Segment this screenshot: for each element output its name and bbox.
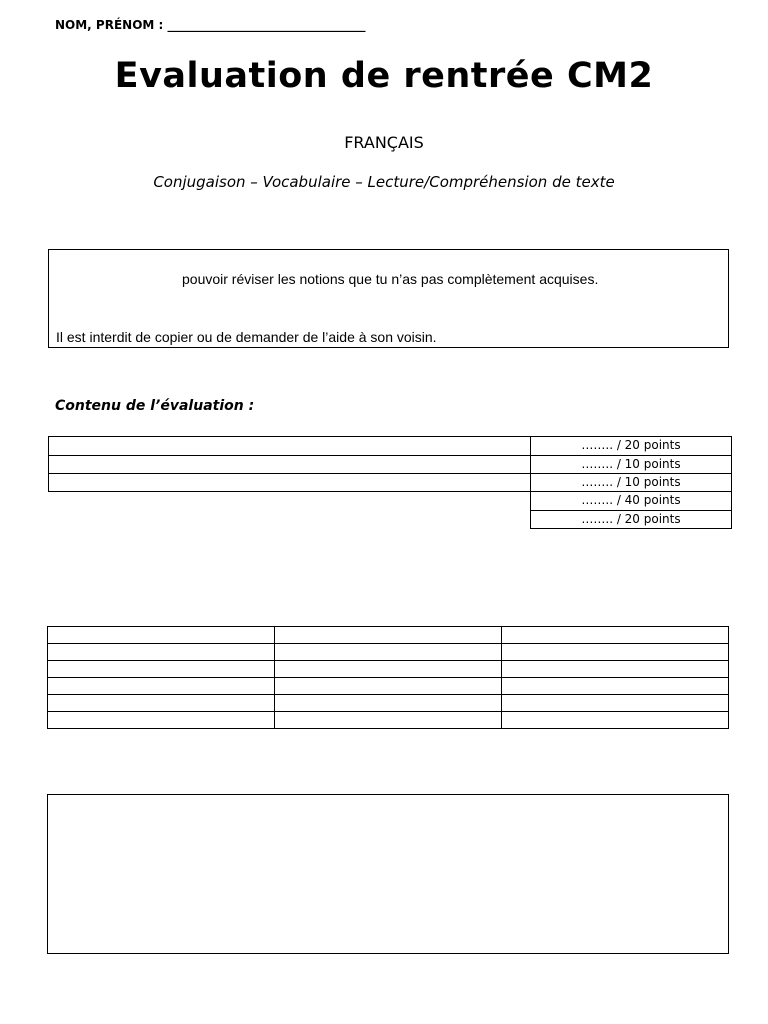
- name-blank: _________________________________: [167, 18, 366, 32]
- table-cell: [502, 644, 729, 661]
- table-row: [48, 661, 729, 678]
- name-label: NOM, PRÉNOM :: [55, 18, 168, 32]
- table-row: [48, 627, 729, 644]
- table-row: [48, 644, 729, 661]
- contents-row-2-label: [48, 455, 531, 474]
- table-cell: [48, 644, 275, 661]
- contents-heading: Contenu de l’évaluation :: [55, 398, 255, 414]
- points-cell-5: …….. / 20 points: [530, 510, 732, 529]
- table-cell: [48, 661, 275, 678]
- table-row: [48, 678, 729, 695]
- page-title: Evaluation de rentrée CM2: [114, 56, 654, 96]
- topics-subtitle: Conjugaison – Vocabulaire – Lecture/Compréhension de texte: [153, 173, 615, 191]
- table-row: [48, 695, 729, 712]
- points-cell-3: …….. / 10 points: [530, 473, 732, 492]
- table-cell: [48, 627, 275, 644]
- instructions-box: [48, 249, 729, 348]
- table-cell: [502, 695, 729, 712]
- table-cell: [502, 678, 729, 695]
- subject-heading: FRANÇAIS: [344, 133, 424, 152]
- points-cell-4: …….. / 40 points: [530, 491, 732, 511]
- table-cell: [502, 712, 729, 729]
- contents-row-1-label: [48, 436, 531, 456]
- table-cell: [48, 712, 275, 729]
- points-cell-2: …….. / 10 points: [530, 455, 732, 474]
- table-cell: [275, 712, 502, 729]
- blank-grid-table: [47, 626, 729, 729]
- table-cell: [275, 678, 502, 695]
- table-cell: [48, 695, 275, 712]
- table-row: [48, 712, 729, 729]
- instructions-line-2: Il est interdit de copier ou de demander de l’aide à son voisin.: [56, 329, 437, 345]
- contents-row-3-label: [48, 473, 531, 492]
- table-cell: [275, 661, 502, 678]
- table-cell: [502, 661, 729, 678]
- table-cell: [275, 695, 502, 712]
- table-cell: [275, 644, 502, 661]
- points-cell-1: …….. / 20 points: [530, 436, 732, 456]
- instructions-line-1: pouvoir réviser les notions que tu n’as pas complètement acquises.: [182, 271, 599, 287]
- blank-answer-box: [47, 794, 729, 954]
- table-cell: [275, 627, 502, 644]
- table-cell: [502, 627, 729, 644]
- table-cell: [48, 678, 275, 695]
- name-field-line: [55, 18, 366, 32]
